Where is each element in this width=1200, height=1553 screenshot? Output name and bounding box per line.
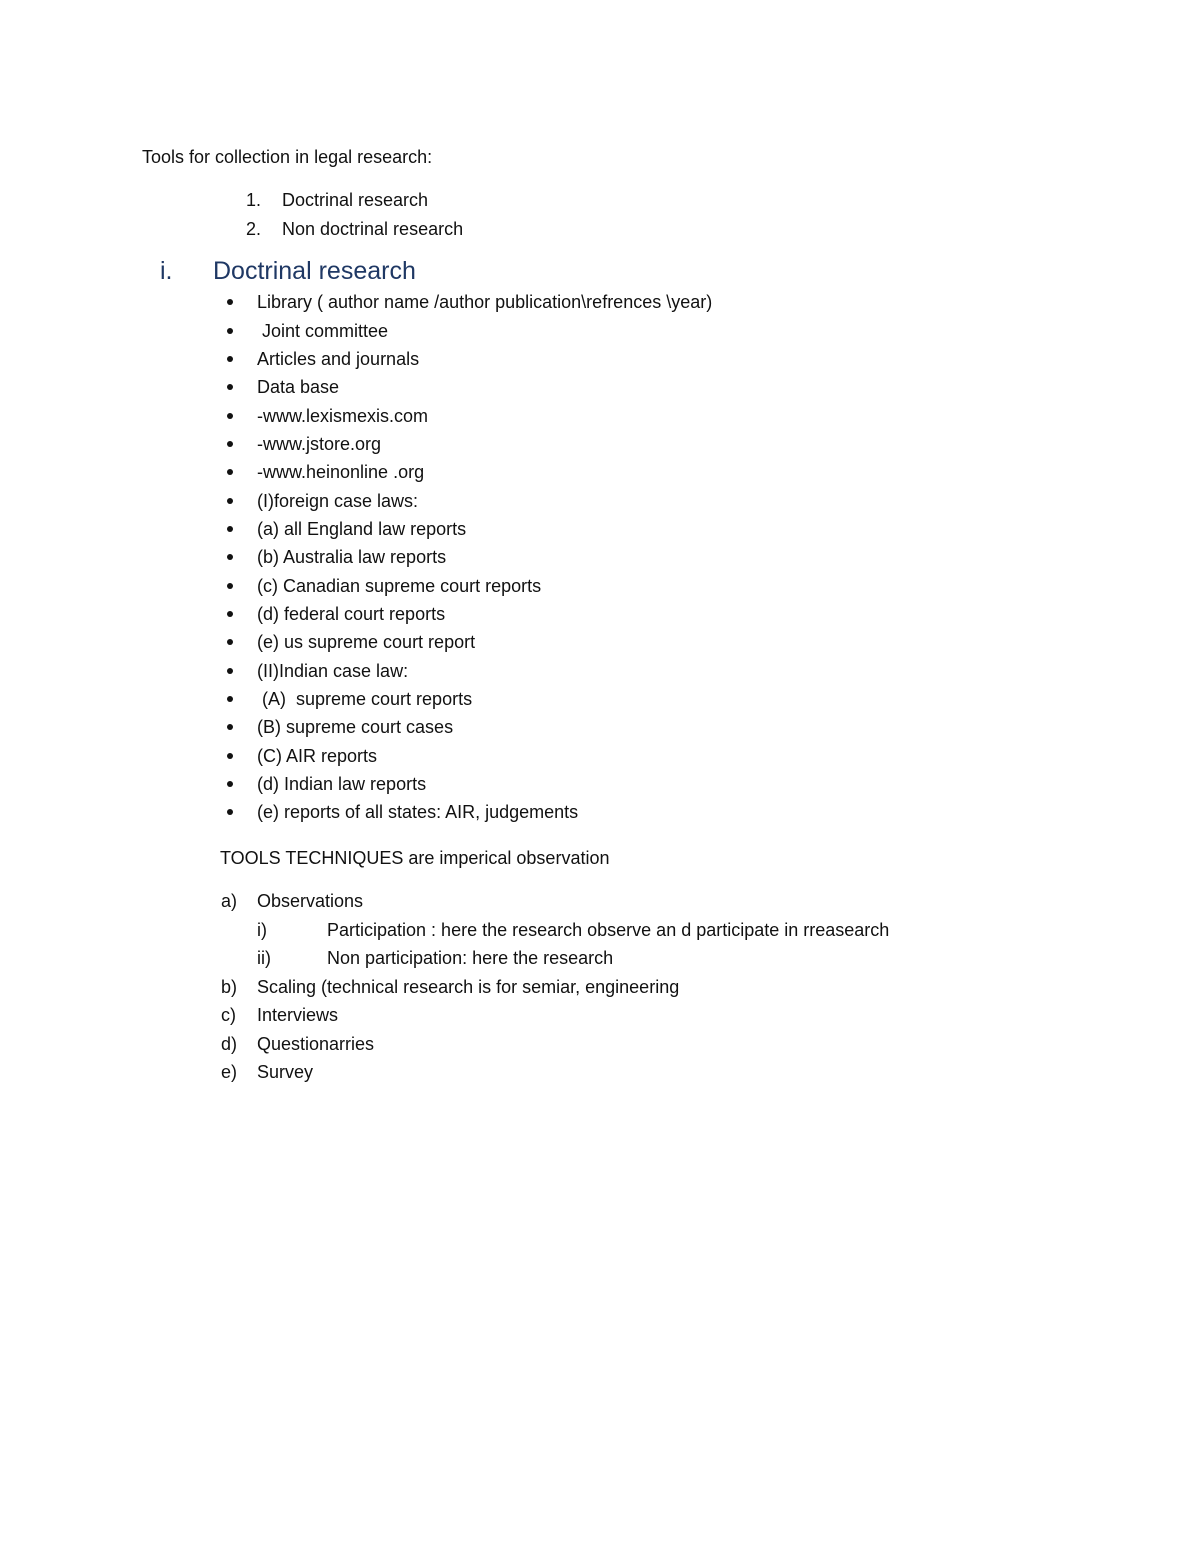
bullet-text: Articles and journals [257,348,420,369]
bullet-text: (B) supreme court cases [257,717,454,738]
bullet-dot-icon [226,809,257,815]
bullet-item [226,458,712,486]
bullet-dot-icon [226,441,257,447]
list-marker: 2. [246,218,262,239]
list-marker: b) [221,976,238,997]
list-item-text: Questionarries [257,1033,375,1054]
bullet-dot-icon [226,611,257,617]
bullet-item [226,515,712,543]
bullet-text: (A) supreme court reports [257,688,473,709]
bullet-item [226,316,712,344]
bullet-item [226,685,712,713]
list-marker: d) [221,1033,238,1054]
bullet-dot-icon [226,469,257,475]
list-marker: c) [221,1005,236,1026]
alpha-list-item [221,1001,889,1030]
bullet-item [226,770,712,798]
bullet-text: (e) us supreme court report [257,632,476,653]
alpha-list-item [221,1030,889,1059]
bullet-list [226,288,712,827]
bullet-item [226,430,712,458]
list-marker: e) [221,1062,238,1083]
bullet-dot-icon [226,328,257,334]
alpha-list-item [221,973,889,1002]
bullet-text: -www.heinonline .org [257,462,425,483]
bullet-dot-icon [226,384,257,390]
alpha-list-item [221,887,889,916]
bullet-item [226,798,712,826]
list-item-text: Non participation: here the research [327,948,614,969]
list-marker: a) [221,891,238,912]
bullet-item [226,288,712,316]
bullet-text: (b) Australia law reports [257,547,447,568]
bullet-item [226,600,712,628]
numbered-list-item [246,215,463,244]
list-item-text: Scaling (technical research is for semiar, engineering [257,976,680,997]
bullet-item [226,742,712,770]
bullet-text: Library ( author name /author publication\refrences \year) [257,292,713,313]
bullet-text: (c) Canadian supreme court reports [257,575,542,596]
intro-line: Tools for collection in legal research: [142,147,433,167]
bullet-dot-icon [226,554,257,560]
bullet-text: (II)Indian case law: [257,660,409,681]
alpha-list-item [221,1058,889,1087]
list-item-text: Non doctrinal research [282,218,464,239]
bullet-dot-icon [226,526,257,532]
bullet-item [226,486,712,514]
bullet-item [226,713,712,741]
bullet-item [226,571,712,599]
bullet-dot-icon [226,356,257,362]
list-item-text: Participation : here the research observe an d participate in rreasearch [327,919,890,940]
bullet-item [226,543,712,571]
heading-marker: i. [160,257,173,285]
bullet-dot-icon [226,668,257,674]
bullet-dot-icon [226,498,257,504]
bullet-dot-icon [226,639,257,645]
numbered-list-item [246,186,463,215]
bullet-text: (C) AIR reports [257,745,378,766]
bullet-text: (I)foreign case laws: [257,490,419,511]
bullet-text: Joint committee [257,320,389,341]
alpha-list [221,887,889,1087]
bullet-text: (e) reports of all states: AIR, judgements [257,802,579,823]
bullet-text: (d) federal court reports [257,603,446,624]
list-item-text: Doctrinal research [282,190,429,211]
list-marker: ii) [257,948,271,969]
bullet-item [226,401,712,429]
sub-list-item [221,916,889,945]
bullet-dot-icon [226,583,257,589]
bullet-item [226,628,712,656]
bullet-dot-icon [226,696,257,702]
bullet-dot-icon [226,781,257,787]
heading-text: Doctrinal research [213,257,416,285]
section-heading [160,254,416,288]
bullet-text: -www.lexismexis.com [257,405,429,426]
bullet-text: Data base [257,377,340,398]
bullet-item [226,656,712,684]
bullet-dot-icon [226,413,257,419]
bullet-dot-icon [226,724,257,730]
list-item-text: Observations [257,891,364,912]
sub-list-item [221,944,889,973]
techniques-line: TOOLS TECHNIQUES are imperical observation [220,848,610,868]
list-marker: 1. [246,190,262,211]
bullet-text: -www.jstore.org [257,433,382,454]
bullet-item [226,345,712,373]
list-item-text: Survey [257,1062,314,1083]
list-marker: i) [257,919,267,940]
bullet-text: (d) Indian law reports [257,774,427,795]
numbered-list [246,186,463,243]
bullet-text: (a) all England law reports [257,518,467,539]
bullet-item [226,373,712,401]
list-item-text: Interviews [257,1005,339,1026]
bullet-dot-icon [226,299,257,305]
bullet-dot-icon [226,753,257,759]
